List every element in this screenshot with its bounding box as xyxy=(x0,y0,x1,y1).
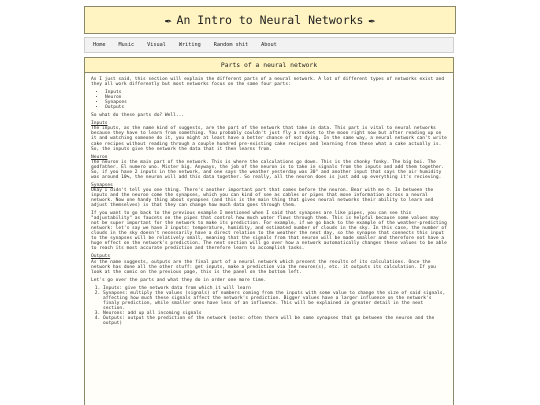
outputs-heading: Outputs xyxy=(91,254,111,260)
inputs-heading: Inputs xyxy=(91,121,108,127)
brain-icon: ✒ xyxy=(368,13,376,27)
article-body xyxy=(85,73,453,326)
nav-writing[interactable]: Writing xyxy=(178,42,201,48)
site-title: An Intro to Neural Networks xyxy=(176,13,364,27)
list-item: 2. Synapses: multiply the values (signals) of numbers coming from the inputs with some value to change the size of said signals, affecting how much these signals affect the network's prediction. Bigger values have a larger influence on the network's finaly prediction, while smaller ones have less of an influence. This will be explained in greater detail in the next section. xyxy=(103,291,447,311)
neuron-heading: Neuron xyxy=(91,154,108,160)
nav-visual[interactable]: Visual xyxy=(147,42,166,48)
neuron-paragraph: The neuron is the main part of the network. This is where the calculations go down. This is the chonky fonky. The big boi. The godfather. El numero uno. Mister big. Anyways, the job of the neuron is to take in signals from the inputs and add them together. So, if you have 2 inputs in the network, and one says the weather yesterday was 30° and another input that says the air humidity was around 10%, the neuron will add this data together. So really, all the neuron does is just add up everything it's recieving. xyxy=(91,159,445,180)
outputs-paragraph: As the name suggests, outputs are the final part of a neural network which present the results of its calculations. Once the network has done all the other stuff: get inputs, make a prediction via the neuron(s), etc. it outputs its calculation. If you look at the comic on the previous page, this is the panel on the bottom left. xyxy=(91,259,436,275)
question-paragraph: So what do these parts do? Well... xyxy=(91,113,185,119)
list-item: • Inputs xyxy=(105,90,447,95)
list-item: • Neuron xyxy=(105,95,447,100)
synapses-paragraph-2: If you want to go back to the previous example I mentioned when I said that synapses are like pipes, you can see this "adjustability" as faucets on the pipes that control how much water flows through them. This is helpful because some values may not be super important for the network to make its prediction. For example, if we go back to the example of the weather-predicting network: let's say we have 3 inputs: temperature, humidity, and estimated number of clouds in the sky. In this case, the number of clouds in the sky doesn't necessarily have a direct relation to the weather the next day, so the synapse that connects this input to the synapses will be relatively small, meaning that the signals from that neuron will be made smaller and therefore not have a huge effect on the network's prediction. The next section will go over how a network automatically changes these values to be able to reach its most accurate prediction and therefore learn to accomplish tasks. xyxy=(91,211,447,252)
intro-paragraph: As I just said, this section will explain the different parts of a neural network. A lot of different types of networks exist and they all work differently but most networks focus on the same four parts: xyxy=(91,77,445,88)
panel-title: Parts of a neural network xyxy=(85,58,453,73)
nav-random[interactable]: Random shit xyxy=(213,42,249,48)
list-item: • Synapses xyxy=(105,100,447,105)
synapses-heading: Synapses xyxy=(91,182,113,188)
nav-music[interactable]: Music xyxy=(118,42,135,48)
inputs-paragraph: The inputs, as the name kind of suggests, are the part of the network that take in data. This part is vital to neural networks because they have to learn from something. You probably couldn't just fly a rocket to the moon right now but after reading up on it and watching someone do it, you might at least have a better chance of not dying. In the same way, a neural network can't write cake recipes without reading through a couple hundred pre-existing cake recipes and learning from these what a cake actually is. So, the inputs give the network the data that it then learns from. xyxy=(91,126,447,152)
brain-icon: ✒ xyxy=(164,13,172,27)
parts-list xyxy=(91,90,447,110)
nav-bar xyxy=(84,37,454,53)
content-panel xyxy=(84,57,454,405)
list-item: 3. Neurons: add up all incoming signals xyxy=(103,311,447,316)
list-item: • Outputs xyxy=(105,105,447,110)
nav-about[interactable]: About xyxy=(261,42,277,48)
recap-intro: Let's go over the parts and what they do in order one more time. xyxy=(91,277,267,283)
site-banner xyxy=(84,6,456,34)
synapses-paragraph-1: Okay I didn't tell you one thing. There's another important part that comes before the neuron. Bear with me ☺. In between the inputs and the neuron come the synapses, which you can kind of see as cables or pipes that move information across a neural network. Now one handy thing about synapses (and this is the main thing that gives neural networks their ability to learn and adjust themselves) is that they can change how much data goes through them. xyxy=(91,187,434,209)
list-item: 1. Inputs: give the network data from which it will learn xyxy=(103,286,447,291)
nav-home[interactable]: Home xyxy=(93,42,106,48)
recap-list xyxy=(91,286,447,326)
list-item: 4. Outputs: output the prediction of the network (note: often there will be some synapses that go between the neuron and the output) xyxy=(103,316,447,326)
